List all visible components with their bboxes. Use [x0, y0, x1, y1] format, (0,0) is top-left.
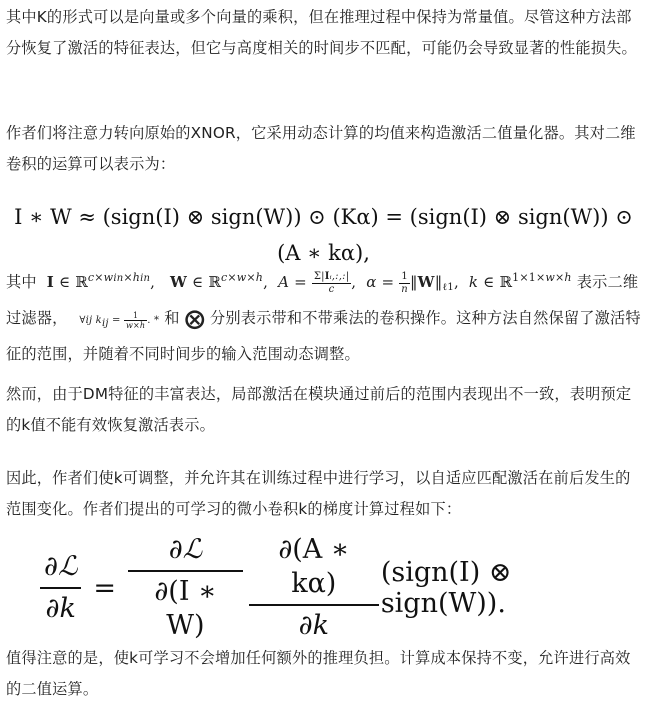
paragraph-3-rest: 分别表示带和不带乘法的卷积操作。这种方法自然保留了激活特征的范围，并随着不同时间步的输入范围动态调整。: [6, 309, 641, 363]
frac-numerator: ∂(A ∗ kα): [249, 533, 379, 606]
equation-tail: (sign(I) ⊗ sign(W)).: [380, 557, 512, 619]
paragraph-1: 其中K的形式可以是向量或多个向量的乘积，但在推理过程中保持为常量值。尽管这种方法部分恢复了激活的特征表达，但它与高度相关的时间步不匹配，可能仍会导致显著的性能损失。: [6, 8, 637, 57]
paragraph-3-lead: 其中: [6, 273, 37, 291]
equation-gradient-k: [40, 534, 640, 641]
paragraph-6: 值得注意的是，使k可学习不会增加任何额外的推理负担。计算成本保持不变，允许进行高效的二值运算。: [6, 649, 631, 698]
paragraph-3-and: 和: [164, 309, 180, 327]
frac-denominator: ∂(I ∗ W): [154, 576, 217, 641]
math-a-def: A = $\frac{\text{Σ|Iᵢ,:,:|}}{c}$ ,: [278, 270, 357, 295]
math-input-def: I ∈ ℝ$^{c\times win\times hin}$,: [46, 271, 156, 291]
fraction-dl-dk: [40, 550, 81, 626]
paragraph-2: 作者们将注意力转向原始的XNOR，它采用动态计算的均值来构造激活二值量化器。其对二维卷积的运算可以表示为：: [6, 124, 636, 173]
paragraph-4: 然而，由于DM特征的丰富表达，局部激活在模块通过前后的范围内表现出不一致，表明预定的k值不能有效恢复激活表示。: [6, 385, 632, 434]
otimes-symbol-icon: ⨂: [184, 306, 205, 330]
fraction-dak-dk: [249, 533, 379, 643]
frac-numerator: ∂ℒ: [40, 550, 81, 589]
fraction-dl-dconv: [128, 533, 243, 643]
math-kij-def: ∀ij kij = $\frac{1}{w\times h}$ . *: [72, 311, 160, 330]
frac-denominator: ∂k: [298, 610, 329, 641]
math-alpha-def: α = $\frac{1}{n}$ $‖W‖_{\ell 1}$,: [366, 270, 459, 295]
paragraph-3: [6, 262, 642, 370]
paragraph-5: 因此，作者们使k可调整，并允许其在训练过程中进行学习，以自适应匹配激活在前后发生的范围变化。作者们提出的可学习的微小卷积k的梯度计算过程如下：: [6, 469, 631, 518]
math-k-def: k ∈ ℝ$^{1\times 1\times w\times h}$: [468, 271, 572, 291]
equals-sign: =: [93, 572, 117, 604]
frac-denominator: ∂k: [45, 593, 76, 624]
equation-xnor-conv: I ∗ W ≈ (sign(I) ⊗ sign(W)) ⊙ (Kα) = (sign(I) ⊗ sign(W)) ⊙ (A ∗ kα),: [14, 205, 633, 265]
frac-numerator: ∂ℒ: [128, 533, 243, 572]
paragraph-3-tail: 表示二维过滤器，: [6, 273, 639, 327]
math-weight-def: W ∈ ℝ$^{c\times w\times h}$,: [170, 271, 269, 291]
